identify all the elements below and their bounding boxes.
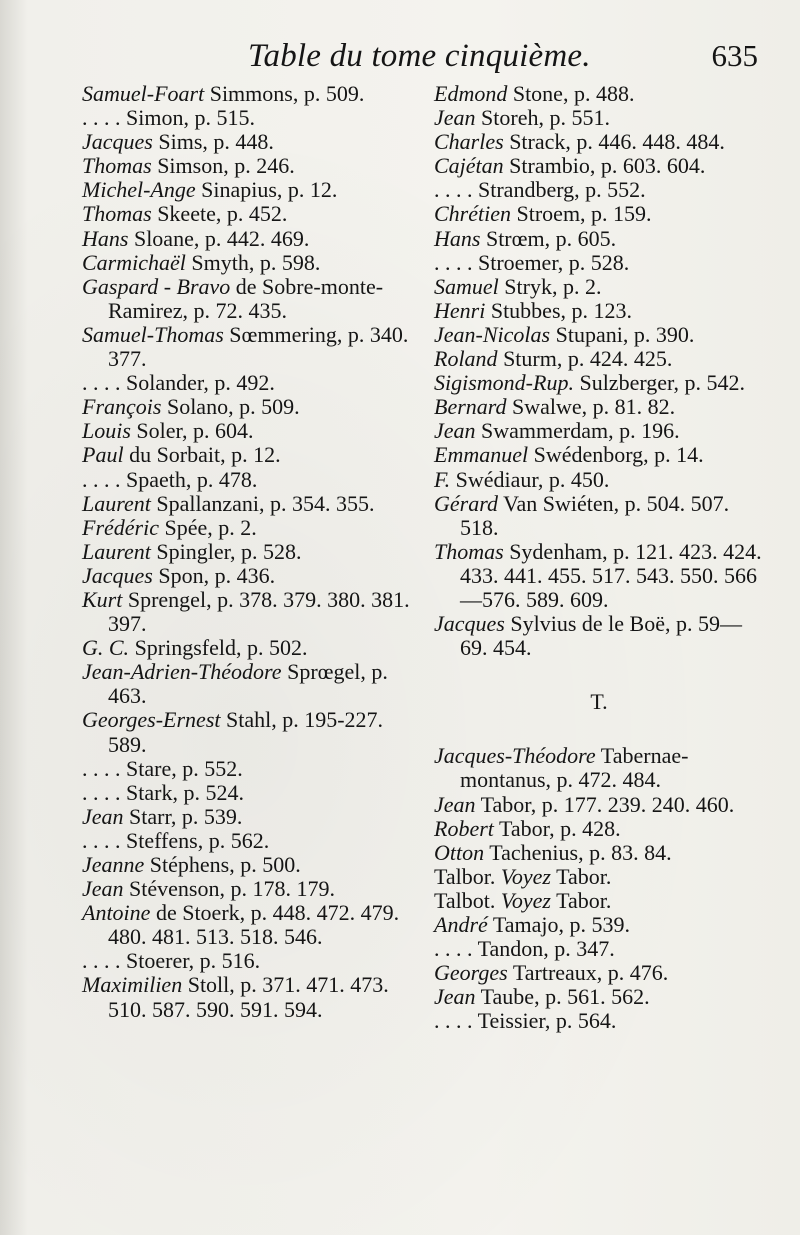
entry-text: Sylvius de le Boë, p. 59—69. 454. bbox=[460, 611, 742, 661]
index-entry bbox=[434, 130, 764, 154]
entry-text: Simmons, p. 509. bbox=[204, 81, 365, 106]
entry-given-name: Georges-Ernest bbox=[82, 707, 221, 733]
entry-text: Sprœgel, p. 463. bbox=[108, 659, 388, 709]
index-entry bbox=[434, 744, 764, 792]
entry-text: Talbor. bbox=[434, 863, 501, 889]
entry-given-name: Maximilien bbox=[82, 972, 183, 998]
entry-given-name: Carmichaël bbox=[82, 249, 186, 275]
entry-given-name: Michel-Ange bbox=[82, 177, 196, 203]
running-head bbox=[0, 38, 800, 78]
entry-text: Stévenson, p. 178. 179. bbox=[123, 876, 335, 902]
index-entry bbox=[434, 1009, 764, 1033]
entry-text: Stéphens, p. 500. bbox=[144, 852, 301, 877]
entry-text: du Sorbait, p. 12. bbox=[123, 442, 281, 468]
index-entry bbox=[82, 781, 412, 805]
index-entry bbox=[434, 371, 764, 395]
entry-given-name: Otton bbox=[434, 839, 485, 865]
index-entry bbox=[82, 154, 412, 178]
entry-given-name: Emmanuel bbox=[434, 442, 529, 468]
entry-given-name: Jean-Nicolas bbox=[434, 321, 551, 347]
index-entry bbox=[82, 660, 412, 708]
entry-text: Stone, p. 488. bbox=[507, 81, 635, 106]
entry-text: Spallanzani, p. 354. 355. bbox=[150, 490, 375, 516]
entry-given-name: Hans bbox=[82, 225, 129, 251]
index-entry bbox=[434, 612, 764, 660]
entry-given-name: Thomas bbox=[82, 153, 152, 179]
entry-given-name: Jean bbox=[82, 803, 124, 829]
index-entry bbox=[82, 82, 412, 106]
entry-given-name: Gérard bbox=[434, 490, 498, 516]
entry-text: Springsfeld, p. 502. bbox=[129, 635, 308, 661]
section-letter: T. bbox=[590, 689, 608, 715]
index-entry bbox=[82, 323, 412, 371]
entry-text: Spingler, p. 528. bbox=[150, 538, 302, 564]
entry-text: Stroem, p. 159. bbox=[511, 201, 652, 227]
index-entry bbox=[434, 889, 764, 913]
entry-given-name: Jean bbox=[434, 791, 476, 817]
index-entry bbox=[82, 178, 412, 202]
entry-given-name: Bernard bbox=[434, 394, 507, 420]
index-entry bbox=[82, 492, 412, 516]
index-entry bbox=[82, 853, 412, 877]
entry-text: Sydenham, p. 121. 423. 424. 433. 441. 455. 517. 543. 550. 566—576. 589. 609. bbox=[460, 538, 762, 612]
entry-target: Tabor. bbox=[551, 887, 612, 913]
left-column bbox=[82, 82, 412, 1022]
index-entry bbox=[434, 540, 764, 612]
entry-text: Sloane, p. 442. 469. bbox=[128, 225, 310, 251]
entry-text: Sturm, p. 424. 425. bbox=[497, 346, 673, 372]
entry-given-name: Jean bbox=[82, 876, 124, 902]
index-entry bbox=[82, 636, 412, 660]
index-entry bbox=[434, 106, 764, 130]
entry-given-name: François bbox=[82, 394, 162, 420]
index-entry bbox=[434, 913, 764, 937]
index-entry bbox=[434, 419, 764, 443]
entry-text: Talbot. bbox=[434, 887, 501, 913]
entry-given-name: Laurent bbox=[82, 538, 151, 564]
entry-given-name: Jean bbox=[434, 418, 476, 444]
entry-given-name: Jacques bbox=[82, 562, 153, 588]
entry-given-name: Charles bbox=[434, 129, 504, 155]
entry-given-name: Samuel bbox=[434, 273, 499, 299]
entry-text: de Sobre-monte-Ramirez, p. 72. 435. bbox=[108, 273, 384, 323]
index-entry bbox=[82, 708, 412, 756]
entry-given-name: Georges bbox=[434, 960, 508, 986]
entry-text: Smyth, p. 598. bbox=[185, 249, 321, 275]
index-entry bbox=[82, 443, 412, 467]
entry-text: Strœm, p. 605. bbox=[480, 225, 617, 251]
entry-cross-reference: Voyez bbox=[500, 863, 551, 889]
entry-cross-reference: Voyez bbox=[500, 887, 551, 913]
entry-text: Sœmmering, p. 340. 377. bbox=[108, 321, 409, 372]
index-entry bbox=[434, 82, 764, 106]
index-entry bbox=[434, 793, 764, 817]
running-title: Table du tome cinquième. bbox=[248, 38, 591, 74]
index-entry bbox=[82, 949, 412, 973]
entry-text: Spée, p. 2. bbox=[158, 514, 257, 540]
entry-given-name: Jeanne bbox=[82, 852, 145, 877]
entry-text: Stahl, p. 195-227. 589. bbox=[108, 707, 384, 757]
index-entry bbox=[82, 540, 412, 564]
entry-text: Tabor, p. 428. bbox=[493, 815, 621, 841]
index-entry bbox=[82, 805, 412, 829]
entry-text: Strambio, p. 603. 604. bbox=[503, 153, 706, 179]
index-entry bbox=[434, 985, 764, 1009]
entry-given-name: Jacques-Théodore bbox=[434, 743, 596, 769]
entry-given-name: Cajétan bbox=[434, 153, 504, 179]
entry-text: Tamajo, p. 539. bbox=[487, 912, 631, 937]
index-entry bbox=[82, 371, 412, 395]
entry-given-name: Louis bbox=[82, 418, 131, 444]
index-entry bbox=[434, 275, 764, 299]
entry-text: Simson, p. 246. bbox=[151, 153, 295, 179]
entry-given-name: Thomas bbox=[82, 201, 152, 227]
right-column bbox=[434, 82, 764, 1033]
entry-text: Sinapius, p. 12. bbox=[195, 177, 338, 203]
entry-given-name: Laurent bbox=[82, 490, 151, 516]
entry-text: . . . . Stoerer, p. 516. bbox=[82, 948, 261, 974]
entry-text: Stryk, p. 2. bbox=[498, 273, 602, 299]
page-number: 635 bbox=[711, 38, 758, 73]
entry-text: Swédiaur, p. 450. bbox=[450, 466, 610, 492]
entry-text: Swédenborg, p. 14. bbox=[528, 442, 704, 468]
index-entry bbox=[434, 817, 764, 841]
index-entry bbox=[434, 443, 764, 467]
entry-text: Spon, p. 436. bbox=[152, 562, 276, 588]
entry-text: . . . . Tandon, p. 347. bbox=[434, 936, 615, 962]
index-entry bbox=[82, 106, 412, 130]
entry-given-name: G. C. bbox=[82, 635, 130, 661]
entry-text: Soler, p. 604. bbox=[130, 418, 254, 444]
index-entry bbox=[82, 395, 412, 419]
index-entry bbox=[82, 202, 412, 226]
index-entry bbox=[434, 202, 764, 226]
index-entry bbox=[434, 154, 764, 178]
index-entry bbox=[434, 937, 764, 961]
entry-text: Sims, p. 448. bbox=[152, 129, 274, 155]
index-entry bbox=[82, 468, 412, 492]
entry-text: Skeete, p. 452. bbox=[151, 201, 288, 227]
entry-given-name: Hans bbox=[434, 225, 481, 251]
entry-given-name: Jean-Adrien-Théodore bbox=[82, 659, 282, 685]
index-entry bbox=[82, 588, 412, 636]
entry-text: . . . . Solander, p. 492. bbox=[82, 370, 275, 396]
entry-given-name: Chrétien bbox=[434, 201, 511, 227]
entry-text: de Stoerk, p. 448. 472. 479. 480. 481. 513. 518. 546. bbox=[108, 900, 400, 950]
entry-text: Solano, p. 509. bbox=[161, 394, 300, 420]
entry-given-name: Kurt bbox=[82, 586, 123, 612]
index-entry bbox=[434, 227, 764, 251]
entry-given-name: André bbox=[434, 912, 488, 937]
index-entry bbox=[82, 130, 412, 154]
entry-text: . . . . Strandberg, p. 552. bbox=[434, 177, 646, 203]
entry-given-name: Samuel-Thomas bbox=[82, 321, 224, 347]
entry-text: . . . . Steffens, p. 562. bbox=[82, 827, 270, 853]
index-entry bbox=[434, 178, 764, 202]
index-entry bbox=[434, 251, 764, 275]
index-entry bbox=[82, 973, 412, 1021]
index-entry bbox=[82, 516, 412, 540]
entry-given-name: Samuel-Foart bbox=[82, 81, 205, 106]
entry-text: Swammerdam, p. 196. bbox=[475, 418, 680, 444]
entry-given-name: Paul bbox=[82, 442, 124, 468]
entry-given-name: Roland bbox=[434, 346, 498, 372]
index-entry bbox=[82, 275, 412, 323]
index-entry bbox=[82, 757, 412, 781]
entry-text: Swalwe, p. 81. 82. bbox=[506, 394, 676, 420]
index-entry bbox=[82, 251, 412, 275]
entry-given-name: Jean bbox=[434, 105, 476, 131]
entry-text: Tabor, p. 177. 239. 240. 460. bbox=[475, 791, 735, 817]
entry-given-name: Jacques bbox=[82, 129, 153, 155]
index-entry bbox=[434, 347, 764, 371]
entry-given-name: Edmond bbox=[434, 81, 508, 106]
entry-given-name: Henri bbox=[434, 297, 486, 323]
index-entry bbox=[434, 492, 764, 540]
entry-text: Sulzberger, p. 542. bbox=[573, 370, 745, 396]
entry-given-name: F. bbox=[434, 466, 451, 492]
entry-given-name: Frédéric bbox=[82, 514, 159, 540]
entry-text: Van Swiéten, p. 504. 507. 518. bbox=[460, 490, 730, 540]
index-entry bbox=[434, 299, 764, 323]
entry-given-name: Sigismond-Rup. bbox=[434, 370, 574, 396]
index-entry bbox=[434, 865, 764, 889]
index-entry bbox=[82, 564, 412, 588]
index-entry bbox=[434, 323, 764, 347]
entry-text: . . . . Spaeth, p. 478. bbox=[82, 466, 258, 492]
index-entry bbox=[434, 468, 764, 492]
entry-given-name: Gaspard - Bravo bbox=[82, 273, 231, 299]
entry-text: Stubbes, p. 123. bbox=[485, 297, 633, 323]
entry-text: Strack, p. 446. 448. 484. bbox=[503, 129, 725, 155]
entry-given-name: Jean bbox=[434, 984, 476, 1010]
index-entry bbox=[82, 901, 412, 949]
entry-target: Tabor. bbox=[551, 863, 612, 889]
entry-given-name: Thomas bbox=[434, 538, 504, 564]
entry-text: . . . . Stark, p. 524. bbox=[82, 779, 244, 805]
index-entry bbox=[82, 227, 412, 251]
entry-text: . . . . Simon, p. 515. bbox=[82, 105, 255, 131]
entry-given-name: Robert bbox=[434, 815, 494, 841]
index-entry bbox=[434, 395, 764, 419]
entry-text: . . . . Teissier, p. 564. bbox=[434, 1008, 617, 1034]
entry-text: Starr, p. 539. bbox=[123, 803, 243, 829]
entry-text: Tachenius, p. 83. 84. bbox=[484, 839, 672, 865]
index-entry bbox=[434, 961, 764, 985]
entry-text: Storeh, p. 551. bbox=[475, 105, 610, 131]
entry-text: Stupani, p. 390. bbox=[550, 321, 695, 347]
entry-text: Stoll, p. 371. 471. 473. 510. 587. 590. 591. 594. bbox=[108, 972, 389, 1022]
entry-text: Taube, p. 561. 562. bbox=[475, 984, 650, 1010]
index-entry bbox=[82, 419, 412, 443]
index-entry bbox=[82, 829, 412, 853]
entry-text: . . . . Stroemer, p. 528. bbox=[434, 249, 630, 275]
entry-text: Sprengel, p. 378. 379. 380. 381. 397. bbox=[108, 586, 410, 637]
index-entry bbox=[82, 877, 412, 901]
entry-text: Tabernae-montanus, p. 472. 484. bbox=[460, 743, 689, 793]
entry-text: Tartreaux, p. 476. bbox=[507, 960, 669, 986]
entry-given-name: Jacques bbox=[434, 611, 505, 637]
entry-text: . . . . Stare, p. 552. bbox=[82, 755, 243, 781]
index-entry bbox=[434, 841, 764, 865]
entry-given-name: Antoine bbox=[82, 900, 151, 926]
